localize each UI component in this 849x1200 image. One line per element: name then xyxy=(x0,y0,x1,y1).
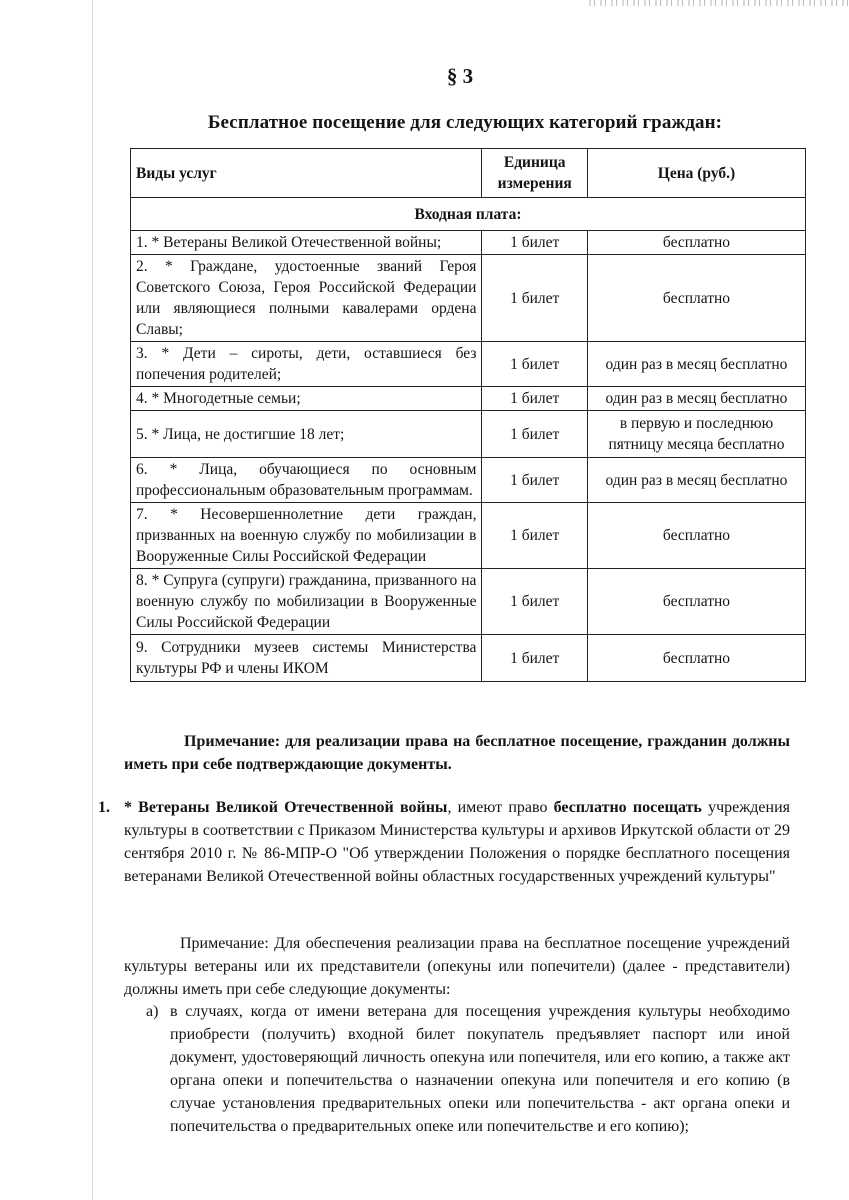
unit-cell: 1 билет xyxy=(482,458,588,503)
note-plain: Примечание: Для обеспечения реализации права на бесплатное посещение учреждений культуры ветераны или их представители (опекуны или попечители) (далее - представители) должны иметь при себе следующие документы: xyxy=(124,935,790,998)
price-cell: бесплатно xyxy=(587,255,805,342)
price-cell: бесплатно xyxy=(587,231,805,255)
header-price: Цена (руб.) xyxy=(587,149,805,198)
service-cell: 8. * Супруга (супруги) гражданина, призванного на военную службу по мобилизации в Вооруженные Силы Российской Федерации xyxy=(131,569,482,635)
note-bold: Примечание: для реализации права на бесплатное посещение, гражданин должны иметь при себе подтверждающие документы. xyxy=(124,733,790,773)
unit-cell: 1 билет xyxy=(482,255,588,342)
item-rest: учреждения культуры в соответствии с Приказом Министерства культуры и архивов Иркутской области от 29 сентября 2010 г. № 86-МПР-О "Об утверждении Положения о порядке бесплатного посещения ветеранами Великой Отечественной войны областных государственных учреждений культуры" xyxy=(124,799,791,885)
sub-item-text: в случаях, когда от имени ветерана для посещения учреждения культуры необходимо приобрести (получить) входной билет покупатель предъявляет паспорт или иной документ, удостоверяющий личность опекуна или попечителя, или его копию, а также акт органа опеки и попечительства о назначении опекуна или попечителя и его копию (в случае установления предварительных опеки или попечительства - акт органа опеки и попечительства о предварительных опеке или попечительстве и его копию); xyxy=(170,1003,790,1135)
header-service: Виды услуг xyxy=(131,149,482,198)
price-cell: один раз в месяц бесплатно xyxy=(587,458,805,503)
price-cell: один раз в месяц бесплатно xyxy=(587,342,805,387)
table-row xyxy=(131,503,806,569)
price-cell: бесплатно xyxy=(587,635,805,682)
scan-margin-line xyxy=(92,0,93,1200)
table-row xyxy=(131,255,806,342)
table-row xyxy=(131,342,806,387)
category-row xyxy=(131,198,806,231)
sub-item-marker: а) xyxy=(146,1003,159,1020)
item-mid: , имеют право xyxy=(447,799,554,816)
table-row xyxy=(131,458,806,503)
unit-cell: 1 билет xyxy=(482,569,588,635)
unit-cell: 1 билет xyxy=(482,503,588,569)
price-cell: в первую и последнюю пятницу месяца бесплатно xyxy=(587,411,805,458)
price-cell: один раз в месяц бесплатно xyxy=(587,387,805,411)
table-row xyxy=(131,387,806,411)
table-row xyxy=(131,635,806,682)
unit-cell: 1 билет xyxy=(482,411,588,458)
unit-cell: 1 билет xyxy=(482,387,588,411)
price-cell: бесплатно xyxy=(587,503,805,569)
item-lead: * Ветераны Великой Отечественной войны xyxy=(124,799,448,816)
header-unit: Единица измерения xyxy=(482,149,588,198)
service-cell: 3. * Дети – сироты, дети, оставшиеся без попечения родителей; xyxy=(131,342,482,387)
category-label: Входная плата: xyxy=(131,198,806,231)
table-row xyxy=(131,569,806,635)
unit-cell: 1 билет xyxy=(482,231,588,255)
table-row xyxy=(131,231,806,255)
table-row xyxy=(131,411,806,458)
list-item-veterans xyxy=(98,796,791,888)
service-cell: 4. * Многодетные семьи; xyxy=(131,387,482,411)
item-emphasis: бесплатно посещать xyxy=(553,799,702,816)
unit-cell: 1 билет xyxy=(482,635,588,682)
price-cell: бесплатно xyxy=(587,569,805,635)
unit-cell: 1 билет xyxy=(482,342,588,387)
item-number: 1. xyxy=(98,799,110,816)
table-header-row xyxy=(131,149,806,198)
service-cell: 9. Сотрудники музеев системы Министерства культуры РФ и члены ИКОМ xyxy=(131,635,482,682)
service-cell: 1. * Ветераны Великой Отечественной войны; xyxy=(131,231,482,255)
services-table xyxy=(130,148,806,682)
sub-item-a xyxy=(146,1000,790,1138)
section-number: § 3 xyxy=(446,64,474,88)
service-cell: 7. * Несовершеннолетние дети граждан, призванных на военную службу по мобилизации в Вооруженные Силы Российской Федерации xyxy=(131,503,482,569)
service-cell: 2. * Граждане, удостоенные званий Героя Советского Союза, Героя Российской Федерации или являющиеся полными кавалерами ордена Славы; xyxy=(131,255,482,342)
scan-artifact xyxy=(589,0,849,6)
service-cell: 6. * Лица, обучающиеся по основным профессиональным образовательным программам. xyxy=(131,458,482,503)
page-heading: Бесплатное посещение для следующих категорий граждан: xyxy=(207,112,723,133)
service-cell: 5. * Лица, не достигшие 18 лет; xyxy=(131,411,482,458)
